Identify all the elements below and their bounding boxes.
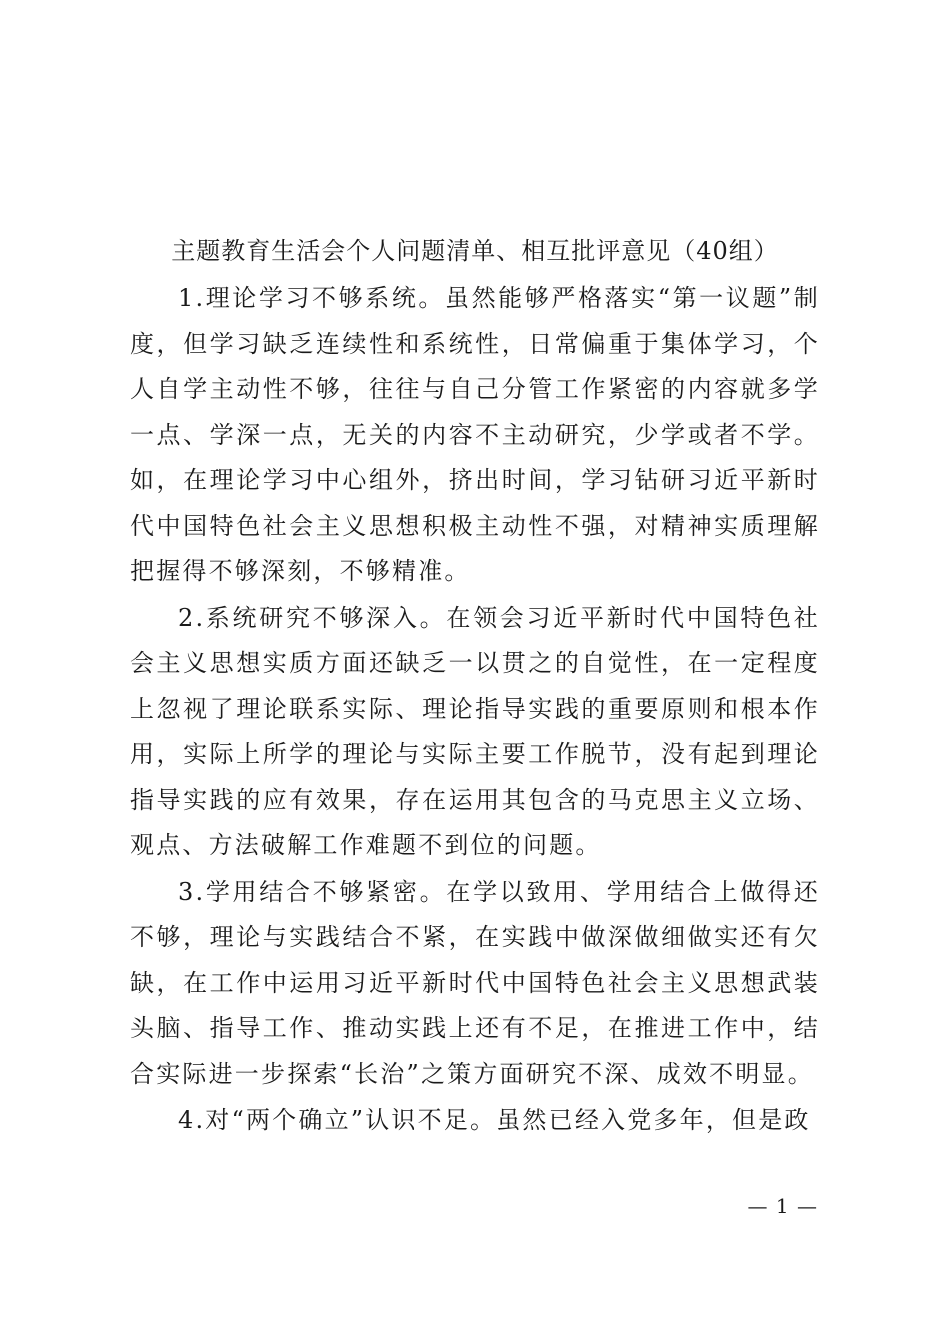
document-title: 主题教育生活会个人问题清单、相互批评意见（40组） xyxy=(171,237,779,265)
paragraph-3: 3.学用结合不够紧密。在学以致用、学用结合上做得还不够，理论与实践结合不紧，在实践中做深做细做实还有欠缺，在工作中运用习近平新时代中国特色社会主义思想武装头脑、指导工作、推动实践上还有不足，在推进工作中，结合实际进一步探索“长治”之策方面研究不深、成效不明显。 xyxy=(130,877,820,1088)
page-number: — 1 — xyxy=(747,1194,818,1218)
paragraph-4: 4.对“两个确立”认识不足。虽然已经入党多年，但是政 xyxy=(178,1106,811,1134)
document-body xyxy=(130,276,820,1145)
paragraph-2: 2.系统研究不够深入。在领会习近平新时代中国特色社会主义思想实质方面还缺乏一以贯之的自觉性，在一定程度上忽视了理论联系实际、理论指导实践的重要原则和根本作用，实际上所学的理论与实际主要工作脱节，没有起到理论指导实践的应有效果，存在运用其包含的马克思主义立场、观点、方法破解工作难题不到位的问题。 xyxy=(130,603,820,859)
paragraph-1: 1.理论学习不够系统。虽然能够严格落实“第一议题”制度，但学习缺乏连续性和系统性，日常偏重于集体学习，个人自学主动性不够，往往与自己分管工作紧密的内容就多学一点、学深一点，无关的内容不主动研究，少学或者不学。如，在理论学习中心组外，挤出时间，学习钻研习近平新时代中国特色社会主义思想积极主动性不强，对精神实质理解把握得不够深刻，不够精准。 xyxy=(130,284,820,585)
